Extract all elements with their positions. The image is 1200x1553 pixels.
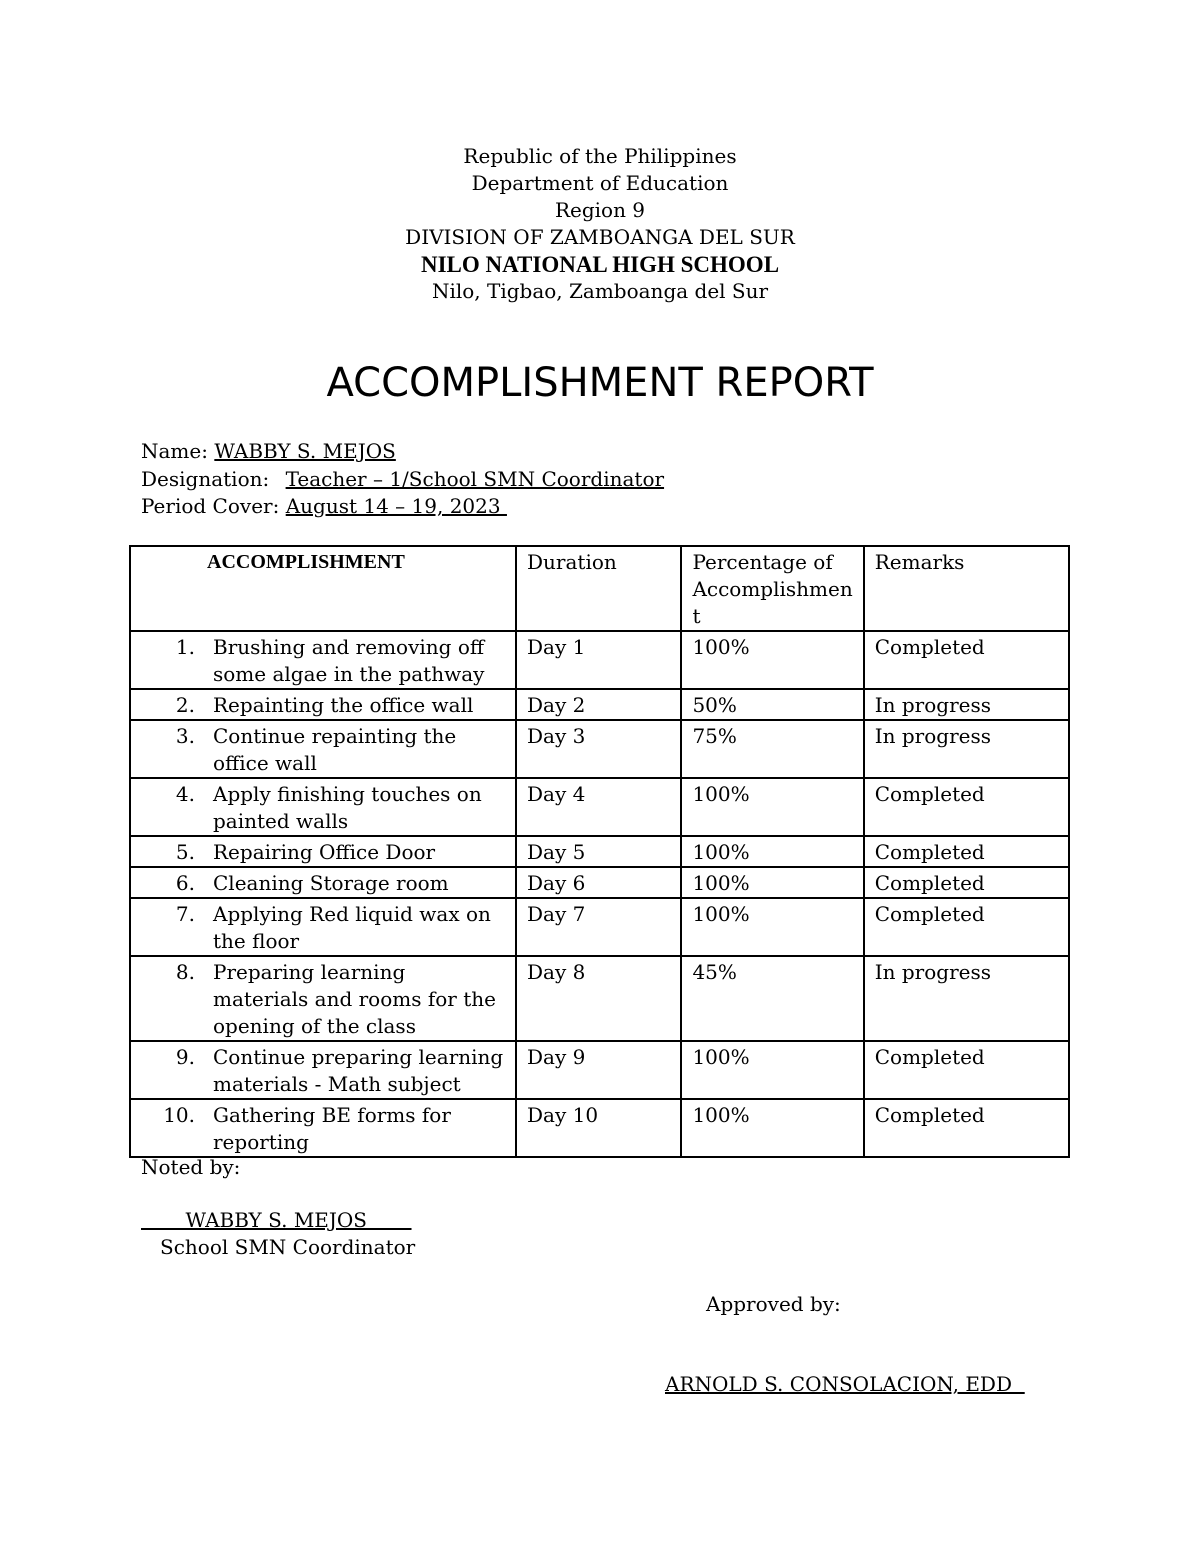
item-text: Repainting the office wall <box>213 693 474 717</box>
approved-by-label: Approved by: <box>706 1292 841 1316</box>
cell-duration: Day 3 <box>516 720 681 778</box>
name-value: WABBY S. MEJOS <box>214 439 396 463</box>
header-school-name: NILO NATIONAL HIGH SCHOOL <box>420 252 780 277</box>
info-period-row <box>141 493 664 521</box>
item-number: 7. <box>175 902 195 926</box>
item-number: 5. <box>175 840 195 864</box>
item-text: Continue preparing learning materials - Math subject <box>213 1045 504 1096</box>
cell-duration: Day 5 <box>516 836 681 867</box>
item-number: 2. <box>175 693 195 717</box>
header-duration: Duration <box>516 546 681 631</box>
cell-duration: Day 10 <box>516 1099 681 1157</box>
noted-by-label: Noted by: <box>141 1155 241 1179</box>
cell-percentage: 50% <box>681 689 863 720</box>
cell-remarks: In progress <box>864 689 1069 720</box>
item-number: 6. <box>175 871 195 895</box>
cell-accomplishment <box>130 836 516 867</box>
cell-remarks: Completed <box>864 1041 1069 1099</box>
signatory2-name: ARNOLD S. CONSOLACION, EDD <box>665 1372 1025 1396</box>
cell-percentage: 100% <box>681 898 863 956</box>
cell-percentage: 100% <box>681 836 863 867</box>
cell-percentage: 100% <box>681 778 863 836</box>
signatory1-position: School SMN Coordinator <box>160 1235 416 1259</box>
cell-percentage: 100% <box>681 1041 863 1099</box>
cell-percentage: 75% <box>681 720 863 778</box>
cell-accomplishment <box>130 867 516 898</box>
header-division: DIVISION OF ZAMBOANGA DEL SUR <box>405 225 795 249</box>
cell-duration: Day 6 <box>516 867 681 898</box>
document-header <box>0 143 1200 305</box>
header-percentage: Percentage of Accomplishmen t <box>681 546 863 631</box>
cell-accomplishment <box>130 1099 516 1157</box>
cell-accomplishment <box>130 631 516 689</box>
cell-remarks: In progress <box>864 956 1069 1041</box>
cell-accomplishment <box>130 956 516 1041</box>
name-label: Name: <box>141 439 208 463</box>
table-row <box>130 1099 1069 1157</box>
item-number: 4. <box>175 782 195 806</box>
report-info <box>141 438 664 521</box>
cell-accomplishment <box>130 898 516 956</box>
info-designation-row <box>141 466 664 494</box>
item-number: 3. <box>175 724 195 748</box>
designation-label: Designation: <box>141 466 270 491</box>
cell-remarks: Completed <box>864 836 1069 867</box>
cell-percentage: 100% <box>681 631 863 689</box>
cell-remarks: Completed <box>864 898 1069 956</box>
accomplishment-table <box>129 545 1070 1158</box>
cell-percentage: 100% <box>681 1099 863 1157</box>
item-text: Brushing and removing off some algae in the pathway <box>213 635 485 686</box>
header-region: Region 9 <box>554 198 646 222</box>
table-row <box>130 631 1069 689</box>
cell-remarks: Completed <box>864 867 1069 898</box>
item-number: 1. <box>175 635 195 659</box>
cell-accomplishment <box>130 778 516 836</box>
cell-remarks: Completed <box>864 778 1069 836</box>
table-row <box>130 1041 1069 1099</box>
cell-duration: Day 8 <box>516 956 681 1041</box>
designation-value: Teacher – 1/School SMN Coordinator <box>285 466 665 491</box>
cell-accomplishment <box>130 720 516 778</box>
cell-duration: Day 4 <box>516 778 681 836</box>
header-remarks: Remarks <box>864 546 1069 631</box>
table-row <box>130 898 1069 956</box>
item-text: Apply finishing touches on painted walls <box>213 782 482 833</box>
header-accomplishment: ACCOMPLISHMENT <box>130 546 516 631</box>
cell-remarks: Completed <box>864 1099 1069 1157</box>
item-number: 10. <box>163 1103 195 1127</box>
item-number: 9. <box>175 1045 195 1069</box>
cell-duration: Day 1 <box>516 631 681 689</box>
header-republic: Republic of the Philippines <box>463 144 737 168</box>
item-text: Cleaning Storage room <box>213 871 449 895</box>
header-department: Department of Education <box>471 171 729 195</box>
cell-duration: Day 9 <box>516 1041 681 1099</box>
table-header-row <box>130 546 1069 631</box>
table-row <box>130 867 1069 898</box>
item-text: Preparing learning materials and rooms for the opening of the class <box>213 960 496 1038</box>
header-address: Nilo, Tigbao, Zamboanga del Sur <box>431 279 769 303</box>
cell-percentage: 45% <box>681 956 863 1041</box>
signatory1-name: WABBY S. MEJOS <box>141 1208 412 1232</box>
cell-remarks: In progress <box>864 720 1069 778</box>
item-text: Continue repainting the office wall <box>213 724 457 775</box>
item-text: Repairing Office Door <box>213 840 436 864</box>
item-text: Gathering BE forms for reporting <box>213 1103 451 1154</box>
table-row <box>130 836 1069 867</box>
cell-accomplishment <box>130 1041 516 1099</box>
table-row <box>130 778 1069 836</box>
table-row <box>130 689 1069 720</box>
cell-duration: Day 7 <box>516 898 681 956</box>
period-value: August 14 – 19, 2023 <box>285 494 507 518</box>
cell-percentage: 100% <box>681 867 863 898</box>
table-row <box>130 956 1069 1041</box>
item-text: Applying Red liquid wax on the floor <box>213 902 491 953</box>
cell-accomplishment <box>130 689 516 720</box>
item-number: 8. <box>175 960 195 984</box>
cell-remarks: Completed <box>864 631 1069 689</box>
table-row <box>130 720 1069 778</box>
cell-duration: Day 2 <box>516 689 681 720</box>
period-label: Period Cover: <box>141 494 280 518</box>
info-name-row <box>141 438 664 466</box>
report-title: ACCOMPLISHMENT REPORT <box>326 360 874 406</box>
